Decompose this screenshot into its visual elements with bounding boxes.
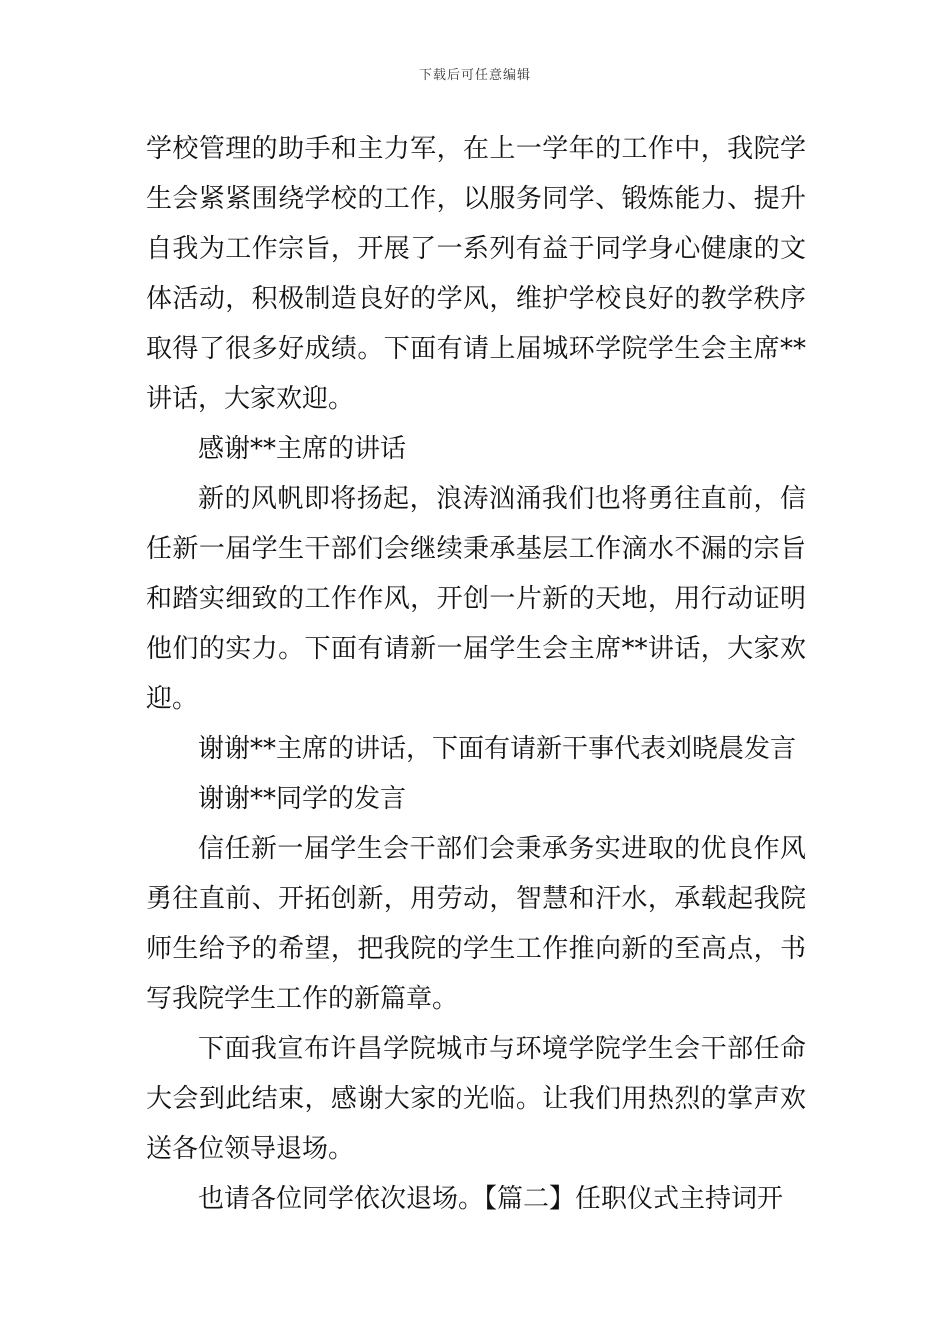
document-body xyxy=(146,124,806,1224)
paragraph-5: 谢谢**同学的发言 xyxy=(198,784,407,814)
paragraph-7: 下面我宣布许昌学院城市与环境学院学生会干部任命大会到此结束，感谢大家的光临。让我们用热烈的掌声欢送各位领导退场。 xyxy=(146,1034,806,1164)
paragraph-2: 感谢**主席的讲话 xyxy=(198,434,407,464)
paragraph-4: 谢谢**主席的讲话，下面有请新干事代表刘晓晨发言 xyxy=(198,734,797,764)
paragraph-8: 也请各位同学依次退场。【篇二】任职仪式主持词开 xyxy=(198,1184,784,1214)
paragraph-1: 学校管理的助手和主力军，在上一学年的工作中，我院学生会紧紧围绕学校的工作，以服务同学、锻炼能力、提升自我为工作宗旨，开展了一系列有益于同学身心健康的文体活动，积极制造良好的学风，维护学校良好的教学秩序取得了很多好成绩。下面有请上届城环学院学生会主席**讲话，大家欢迎。 xyxy=(146,134,806,414)
page-header-note: 下载后可任意编辑 xyxy=(418,68,531,83)
paragraph-6: 信任新一届学生会干部们会秉承务实进取的优良作风勇往直前、开拓创新，用劳动，智慧和汗水，承载起我院师生给予的希望，把我院的学生工作推向新的至高点，书写我院学生工作的新篇章。 xyxy=(146,834,806,1014)
paragraph-3: 新的风帆即将扬起，浪涛汹涌我们也将勇往直前，信任新一届学生干部们会继续秉承基层工作滴水不漏的宗旨和踏实细致的工作作风，开创一片新的天地，用行动证明他们的实力。下面有请新一届学生会主席**讲话，大家欢迎。 xyxy=(146,484,806,714)
